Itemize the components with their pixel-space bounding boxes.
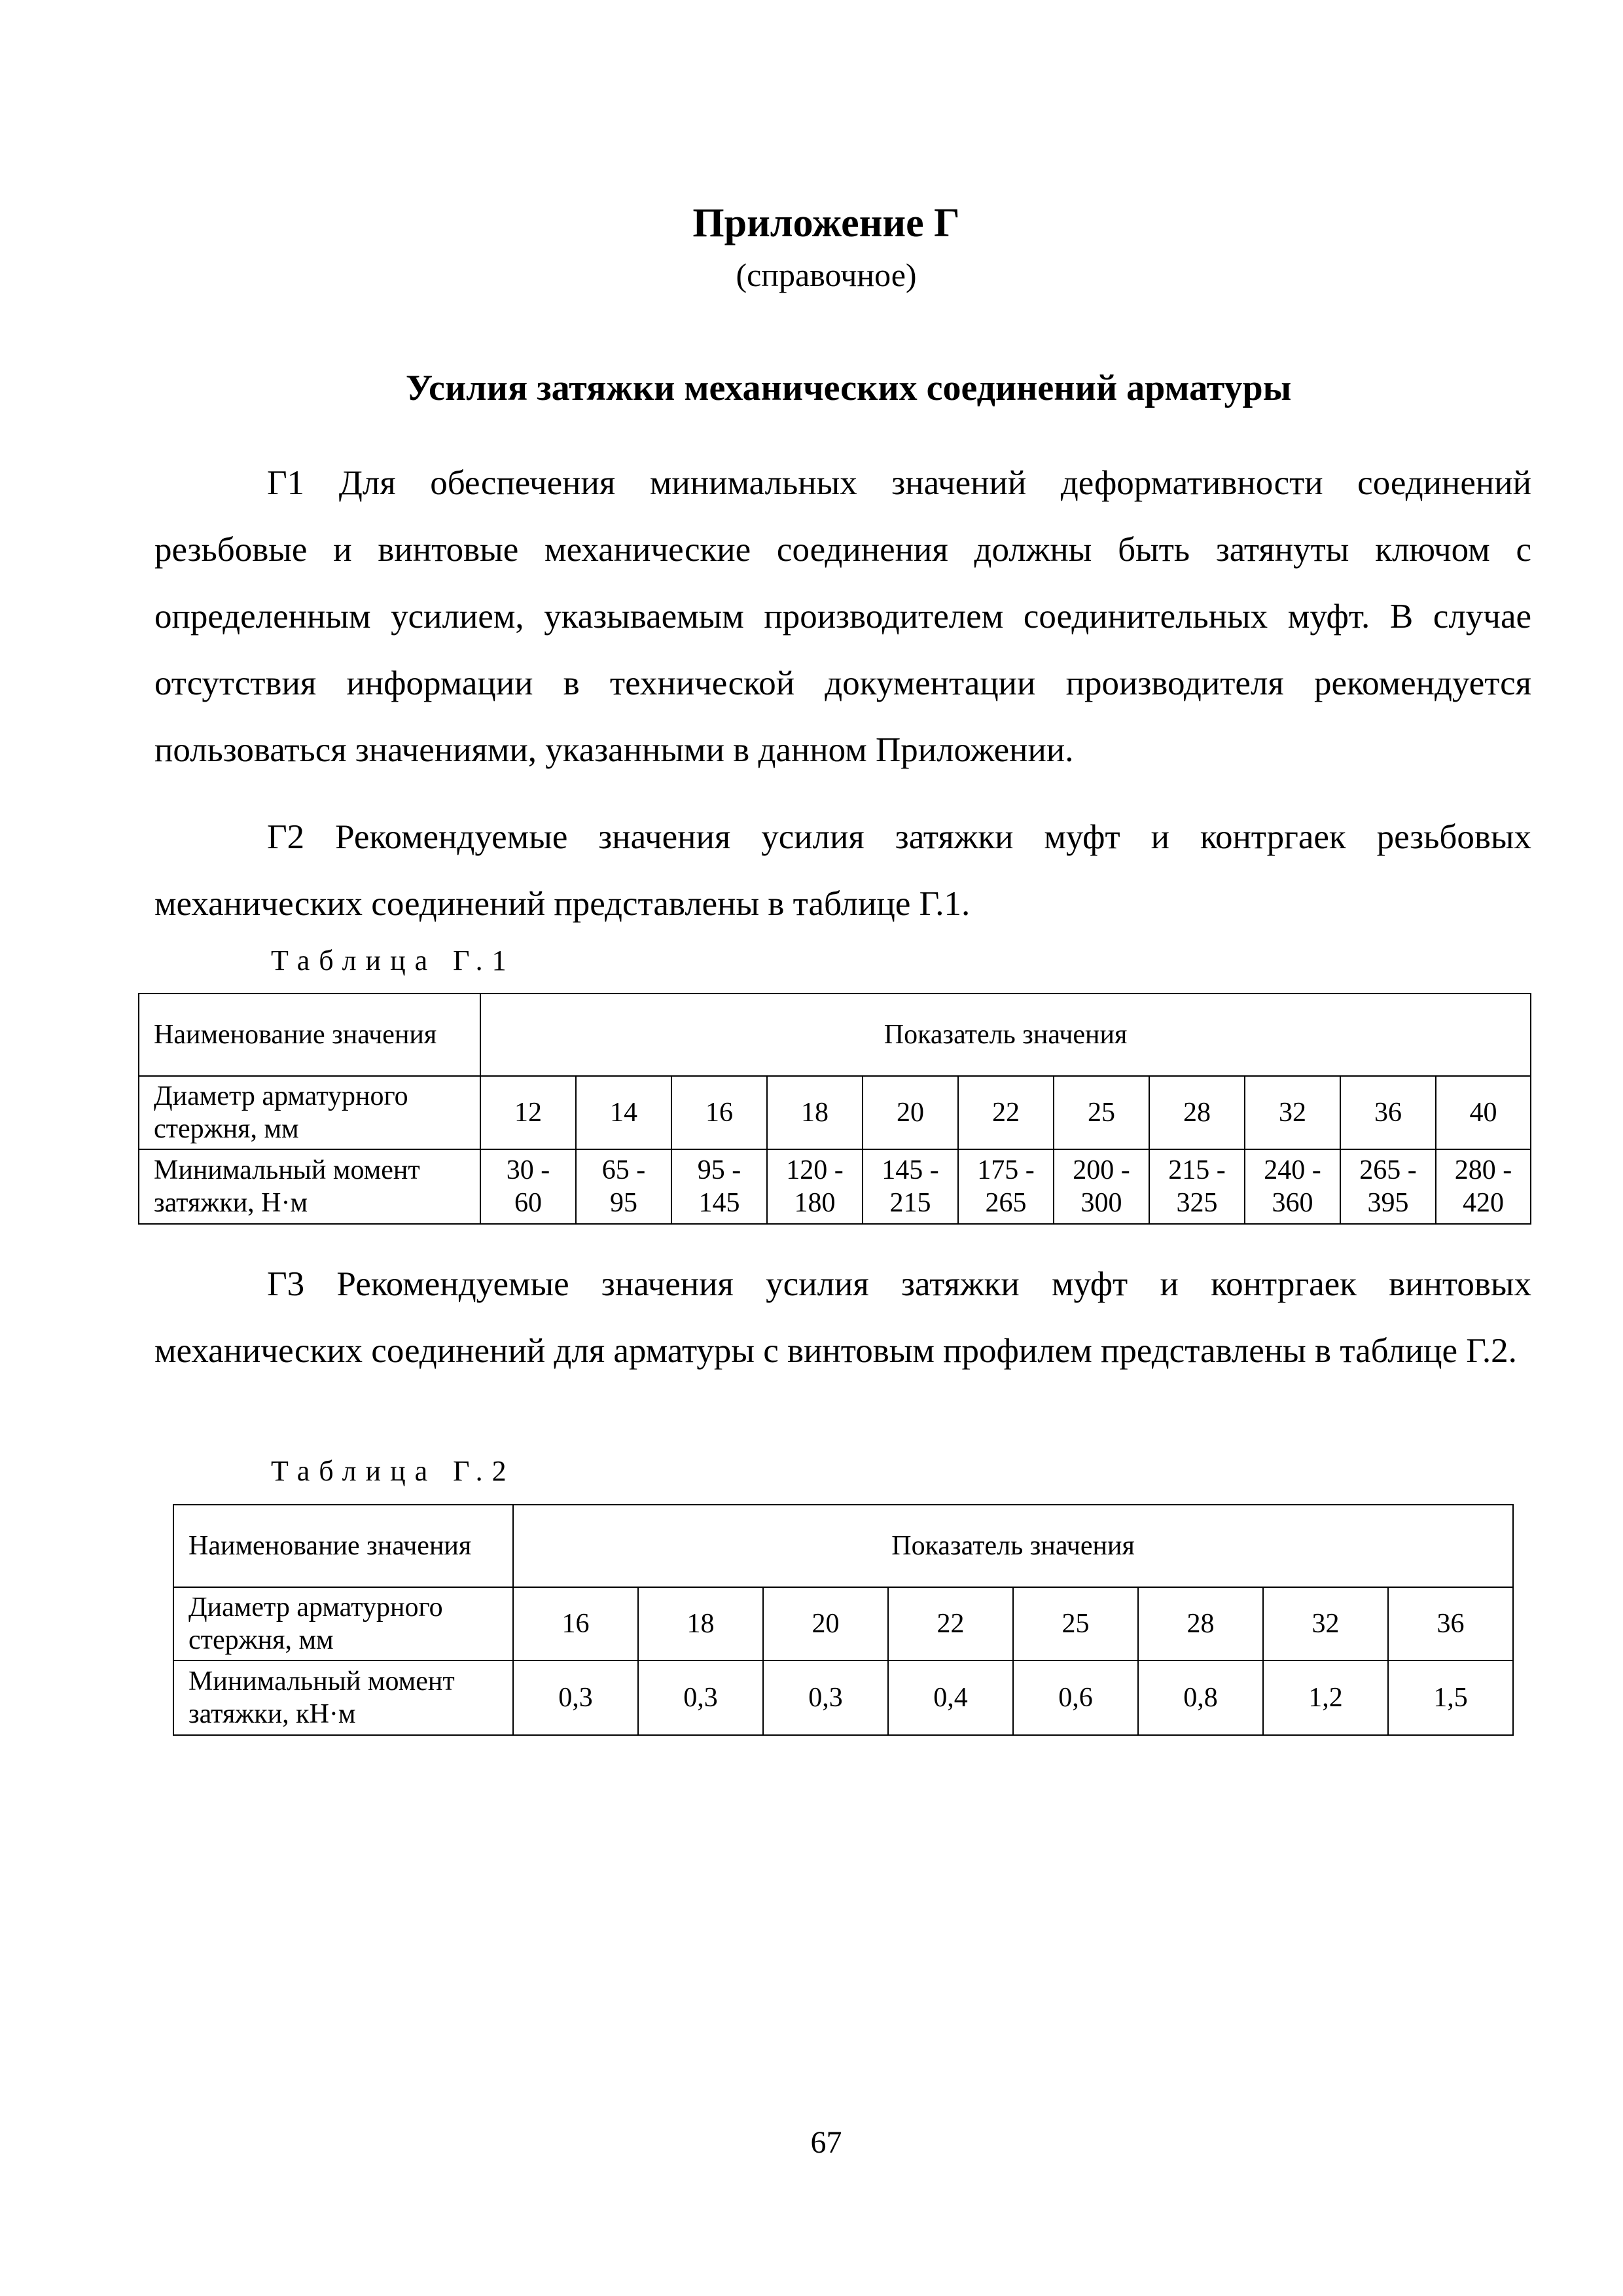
table-cell: 22 xyxy=(888,1587,1013,1660)
table-header-value: Показатель значения xyxy=(513,1505,1513,1587)
table-cell: 16 xyxy=(513,1587,638,1660)
table-cell: 0,8 xyxy=(1138,1660,1263,1735)
table-cell: 22 xyxy=(958,1076,1054,1149)
table-cell: 280 - 420 xyxy=(1436,1149,1531,1224)
table-caption-g2: Таблица Г.2 xyxy=(271,1455,516,1487)
table-header-row xyxy=(173,1505,1513,1587)
appendix-title: Приложение Г xyxy=(692,201,960,245)
table-caption-g1: Таблица Г.1 xyxy=(271,944,516,977)
table-cell: 95 - 145 xyxy=(671,1149,767,1224)
table-cell: 0,4 xyxy=(888,1660,1013,1735)
table-cell: 200 - 300 xyxy=(1054,1149,1149,1224)
table-cell: 1,5 xyxy=(1388,1660,1513,1735)
row-label-torque: Минимальный момент затяжки, Н·м xyxy=(139,1149,480,1224)
appendix-subtitle: (справочное) xyxy=(736,257,917,293)
table-cell: 25 xyxy=(1013,1587,1138,1660)
table-cell: 240 - 360 xyxy=(1245,1149,1340,1224)
table-cell: 215 - 325 xyxy=(1149,1149,1245,1224)
table-g2 xyxy=(173,1504,1514,1736)
table-row-torque xyxy=(173,1660,1513,1735)
table-cell: 40 xyxy=(1436,1076,1531,1149)
table-cell: 18 xyxy=(767,1076,863,1149)
table-cell: 120 - 180 xyxy=(767,1149,863,1224)
table-cell: 36 xyxy=(1388,1587,1513,1660)
table-cell: 1,2 xyxy=(1263,1660,1388,1735)
table-g1 xyxy=(138,993,1531,1225)
table-cell: 16 xyxy=(671,1076,767,1149)
page-number: 67 xyxy=(810,2125,842,2160)
table-header-name: Наименование значения xyxy=(139,994,480,1076)
table-cell: 0,3 xyxy=(638,1660,763,1735)
row-label-torque: Минимальный момент затяжки, кН·м xyxy=(173,1660,513,1735)
table-row-torque xyxy=(139,1149,1531,1224)
table-cell: 28 xyxy=(1138,1587,1263,1660)
table-cell: 20 xyxy=(863,1076,958,1149)
table-cell: 65 - 95 xyxy=(576,1149,671,1224)
table-cell: 14 xyxy=(576,1076,671,1149)
table-cell: 265 - 395 xyxy=(1340,1149,1436,1224)
paragraph-g2: Г2 Рекомендуемые значения усилия затяжки муфт и контргаек резьбовых механических соединений представлены в таблице Г.1. xyxy=(154,818,1531,923)
table-cell: 0,6 xyxy=(1013,1660,1138,1735)
table-cell: 30 - 60 xyxy=(480,1149,576,1224)
table-cell: 12 xyxy=(480,1076,576,1149)
table-cell: 32 xyxy=(1245,1076,1340,1149)
table-cell: 36 xyxy=(1340,1076,1436,1149)
table-header-value: Показатель значения xyxy=(480,994,1531,1076)
row-label-diameter: Диаметр арматурного стержня, мм xyxy=(173,1587,513,1660)
table-cell: 175 - 265 xyxy=(958,1149,1054,1224)
table-cell: 28 xyxy=(1149,1076,1245,1149)
row-label-diameter: Диаметр арматурного стержня, мм xyxy=(139,1076,480,1149)
table-header-name: Наименование значения xyxy=(173,1505,513,1587)
table-header-row xyxy=(139,994,1531,1076)
table-cell: 0,3 xyxy=(763,1660,888,1735)
paragraph-g1: Г1 Для обеспечения минимальных значений деформативности соединений резьбовые и винтовые механические соединения должны быть затянуты ключом с определенным усилием, указываемым производителем соединительных муфт. В случае отсутствия информации в технической документации производителя рекомендуется пользоваться значениями, указанными в данном Приложении. xyxy=(154,464,1531,769)
table-cell: 0,3 xyxy=(513,1660,638,1735)
table-row-diameter xyxy=(173,1587,1513,1660)
table-cell: 145 - 215 xyxy=(863,1149,958,1224)
section-title: Усилия затяжки механических соединений арматуры xyxy=(406,368,1292,408)
table-cell: 25 xyxy=(1054,1076,1149,1149)
table-cell: 20 xyxy=(763,1587,888,1660)
table-row-diameter xyxy=(139,1076,1531,1149)
paragraph-g3: Г3 Рекомендуемые значения усилия затяжки муфт и контргаек винтовых механических соединений для арматуры с винтовым профилем представлены в таблице Г.2. xyxy=(154,1265,1531,1370)
table-cell: 32 xyxy=(1263,1587,1388,1660)
table-cell: 18 xyxy=(638,1587,763,1660)
